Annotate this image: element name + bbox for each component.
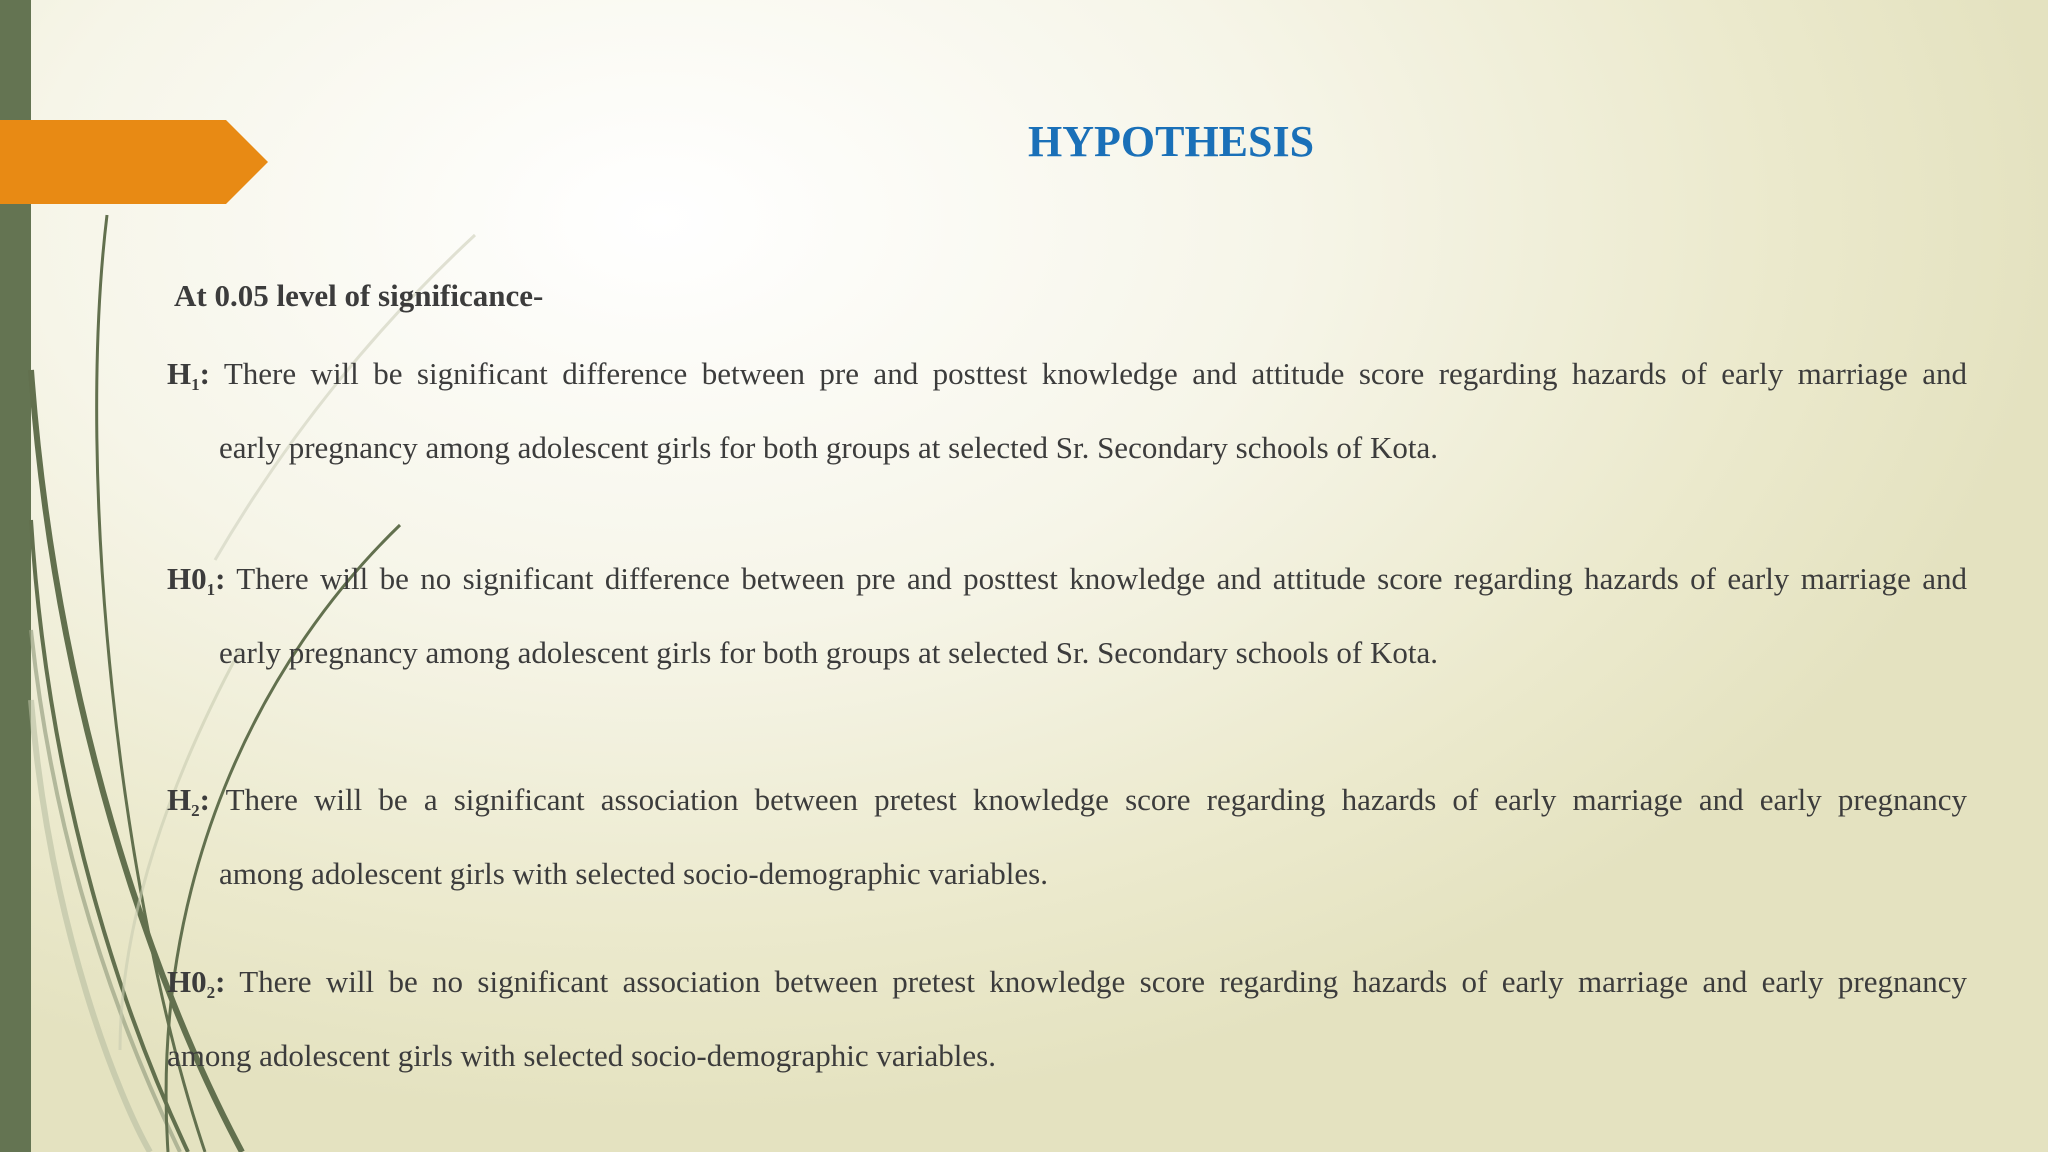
hypothesis-text: There will be a significant association between pretest knowledge score regarding hazards of early marriage and early pregnancy [225,782,1967,817]
title-text: HYPOTHESIS [1028,117,1315,166]
hypothesis-h01 [167,547,1967,684]
hypothesis-text-continued: early pregnancy among adolescent girls for both groups at selected Sr. Secondary schools of Kota. [219,635,1438,670]
hypothesis-text-continued: early pregnancy among adolescent girls for both groups at selected Sr. Secondary schools of Kota. [219,430,1438,465]
hypothesis-label: $H_2$: [167,782,210,820]
hypothesis-text: There will be significant difference between pre and posttest knowledge and attitude score regarding hazards of early marriage and [223,356,1967,391]
significance-heading: At 0.05 level of significance- [174,278,544,313]
hypothesis-text: There will be no significant difference between pre and posttest knowledge and attitude score regarding hazards of early marriage and [236,561,1967,596]
hypothesis-text: There will be no significant association between pretest knowledge score regarding hazards of early marriage and early pregnancy [239,964,1967,999]
hypothesis-h1 [167,342,1967,479]
hypothesis-label: $H0_2$: [167,964,226,1002]
hypothesis-text-continued: among adolescent girls with selected socio-demographic variables. [219,856,1048,891]
hypothesis-h2 [167,768,1967,905]
hypothesis-label: $H0_1$: [167,561,226,599]
hypothesis-text-continued: among adolescent girls with selected socio-demographic variables. [167,1038,996,1073]
slide-title [1028,116,1314,167]
hypothesis-label: $H_1$: [167,356,210,394]
hypothesis-h02 [167,950,1967,1087]
